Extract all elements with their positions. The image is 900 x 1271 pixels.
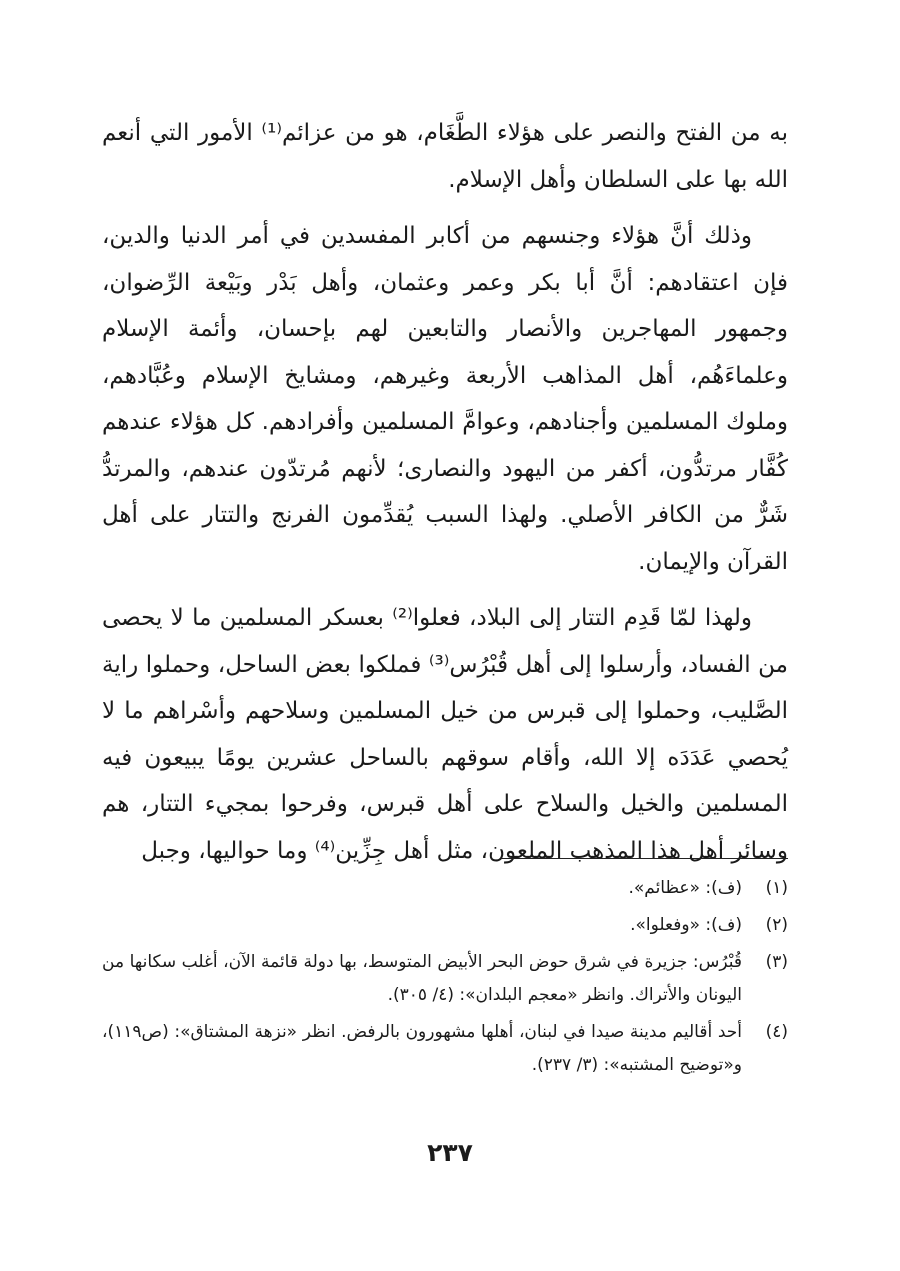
footnote-number: (٤) — [765, 1022, 788, 1042]
footnote-separator — [500, 858, 788, 859]
footnote-3 — [102, 946, 788, 1012]
footnote-4 — [102, 1016, 788, 1082]
footnote-text: أحد أقاليم مدينة صيدا في لبنان، أهلها مشهورون بالرفض. انظر «نزهة المشتاق»: (ص١١٩)، و«توضيح المشتبه»: (٣/ ٢٣٧). — [102, 1022, 742, 1075]
main-text — [102, 110, 788, 874]
footnote-text: (ف): «وفعلوا». — [630, 915, 742, 935]
footnote-text: قُبْرُس: جزيرة في شرق حوض البحر الأبيض المتوسط، بها دولة قائمة الآن، أغلب سكانها من اليونان والأتراك. وانظر «معجم البلدان»: (٤/ ٣٠٥). — [102, 952, 742, 1005]
footnotes — [102, 872, 788, 1082]
footnote-text: (ف): «عظائم». — [628, 878, 742, 898]
paragraph-3: ولهذا لمّا قَدِم التتار إلى البلاد، فعلوا⁽²⁾ بعسكر المسلمين ما لا يحصى من الفساد، وأرسلوا إلى أهل قُبْرُس⁽³⁾ فملكوا بعض الساحل، وحملوا راية الصَّليب، وحملوا إلى قبرس من خيل المسلمين وسلاحهم وأسْراهم ما لا يُحصي عَدَدَه إلا الله، وأقام سوقهم بالساحل عشرين يومًا يبيعون فيه المسلمين والخيل والسلاح على أهل قبرس، وفرحوا بمجيء التتار، هم وسائر أهل هذا المذهب الملعون، مثل أهل جِزِّين⁽⁴⁾ وما حواليها، وجبل — [102, 605, 788, 864]
footnote-1 — [102, 872, 788, 905]
paragraph-1: به من الفتح والنصر على هؤلاء الطَّغَام، هو من عزائم⁽¹⁾ الأمور التي أنعم الله بها على السلطان وأهل الإسلام. — [102, 120, 788, 193]
footnote-number: (٣) — [765, 952, 788, 972]
footnote-number: (٢) — [765, 915, 788, 935]
page-number: ٢٣٧ — [427, 1138, 473, 1167]
footnote-number: (١) — [765, 878, 788, 898]
paragraph-2: وذلك أنَّ هؤلاء وجنسهم من أكابر المفسدين في أمر الدنيا والدين، فإن اعتقادهم: أنَّ أبا بكر وعمر وعثمان، وأهل بَدْر وبَيْعة الرِّضوان، وجمهور المهاجرين والأنصار والتابعين لهم بإحسان، وأئمة الإسلام وعلماءَهُم، أهل المذاهب الأربعة وغيرهم، ومشايخ الإسلام وعُبَّادهم، وملوك المسلمين وأجنادهم، وعوامَّ المسلمين وأفرادهم. كل هؤلاء عندهم كُفَّار مرتدُّون، أكفر من اليهود والنصارى؛ لأنهم مُرتدّون عندهم، والمرتدُّ شَرٌّ من الكافر الأصلي. ولهذا السبب يُقدِّمون الفرنج والتتار على أهل القرآن والإيمان. — [102, 223, 788, 575]
footnote-2 — [102, 909, 788, 942]
